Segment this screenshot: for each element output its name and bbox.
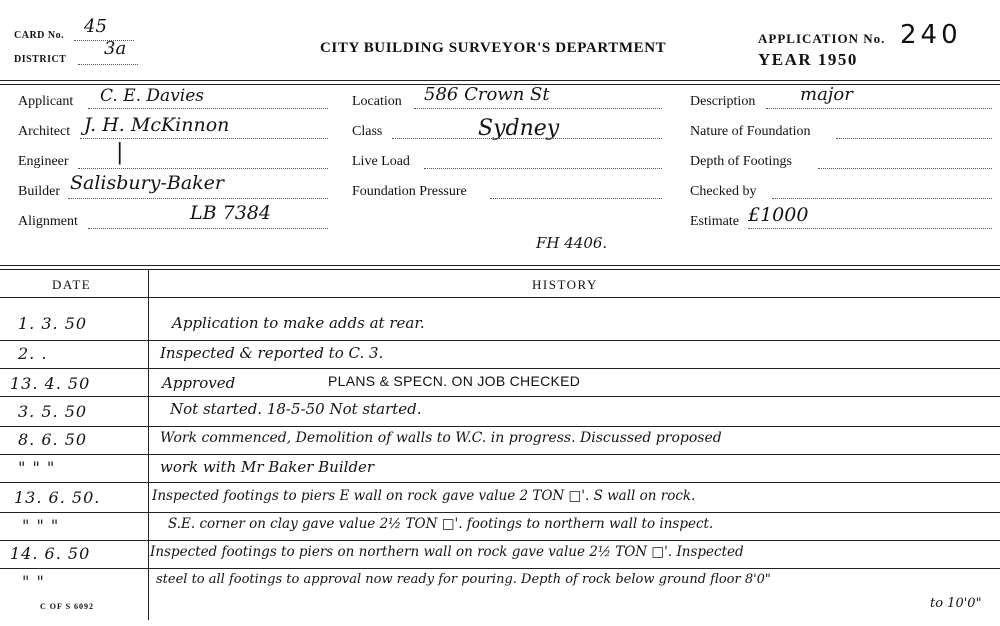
history-entry-continuation: to 10'0"	[930, 596, 982, 611]
form-code: C OF S 6092	[40, 602, 95, 611]
nature-of-foundation-label: Nature of Foundation	[690, 124, 811, 139]
depth-of-footings-label: Depth of Footings	[690, 154, 792, 169]
card-number-label: CARD No.	[14, 30, 65, 41]
card-number-value: 45	[84, 16, 107, 37]
department-title: CITY BUILDING SURVEYOR'S DEPARTMENT	[320, 40, 667, 56]
file-reference: FH 4406.	[536, 234, 608, 252]
history-column-header: HISTORY	[532, 277, 598, 292]
history-date: 8. 6. 50	[18, 430, 88, 449]
builder-label: Builder	[18, 184, 60, 199]
history-date: 3. 5. 50	[18, 402, 88, 421]
builder-value: Salisbury-Baker	[70, 172, 225, 194]
history-entry: Inspected & reported to C. 3.	[160, 344, 384, 362]
history-entry: steel to all footings to approval now ready for pouring. Depth of rock below ground floor 8'0"	[156, 572, 771, 587]
history-entry: Inspected footings to piers E wall on rock gave value 2 TON □'. S wall on rock.	[152, 488, 696, 504]
alignment-value: LB 7384	[190, 202, 271, 224]
history-date: " " "	[22, 516, 60, 535]
class-label: Class	[352, 124, 383, 139]
location-value: 586 Crown St	[424, 84, 550, 105]
description-label: Description	[690, 94, 756, 109]
applicant-label: Applicant	[18, 94, 74, 109]
application-year: YEAR 1950	[758, 50, 858, 69]
estimate-label: Estimate	[690, 214, 739, 229]
application-number-value: 240	[900, 20, 962, 50]
application-number-label: APPLICATION No.	[758, 31, 886, 46]
history-entry: Application to make adds at rear.	[172, 314, 425, 332]
history-date: 1. 3. 50	[18, 314, 88, 333]
history-entry: Approved	[162, 374, 236, 392]
estimate-value: £1000	[748, 204, 809, 226]
history-date: 13. 4. 50	[10, 374, 91, 393]
history-date: 14. 6. 50	[10, 544, 91, 563]
history-date: " "	[22, 572, 45, 591]
typed-stamp: PLANS & SPECN. ON JOB CHECKED	[328, 373, 581, 389]
district-value: 3a	[104, 38, 127, 59]
engineer-value: |	[116, 140, 124, 165]
engineer-label: Engineer	[18, 154, 69, 169]
architect-label: Architect	[18, 124, 71, 139]
history-entry: Work commenced, Demolition of walls to W.C. in progress. Discussed proposed	[160, 430, 722, 446]
class-value: Sydney	[478, 116, 560, 141]
live-load-label: Live Load	[352, 154, 410, 169]
history-date: 13. 6. 50.	[14, 488, 101, 507]
date-column-header: DATE	[52, 277, 92, 292]
history-date: " " "	[18, 458, 56, 477]
description-value: major	[800, 84, 853, 105]
architect-value: J. H. McKinnon	[84, 114, 230, 136]
history-entry: Not started. 18-5-50 Not started.	[170, 400, 422, 418]
history-date: 2. .	[18, 344, 48, 363]
history-entry: Inspected footings to piers on northern wall on rock gave value 2½ TON □'. Inspected	[150, 544, 744, 560]
history-entry: work with Mr Baker Builder	[160, 458, 375, 476]
district-label: DISTRICT	[14, 54, 67, 65]
history-entry: S.E. corner on clay gave value 2½ TON □'. footings to northern wall to inspect.	[168, 516, 714, 532]
checked-by-label: Checked by	[690, 184, 757, 199]
location-label: Location	[352, 94, 402, 109]
foundation-pressure-label: Foundation Pressure	[352, 184, 467, 199]
alignment-label: Alignment	[18, 214, 78, 229]
applicant-value: C. E. Davies	[100, 86, 205, 106]
